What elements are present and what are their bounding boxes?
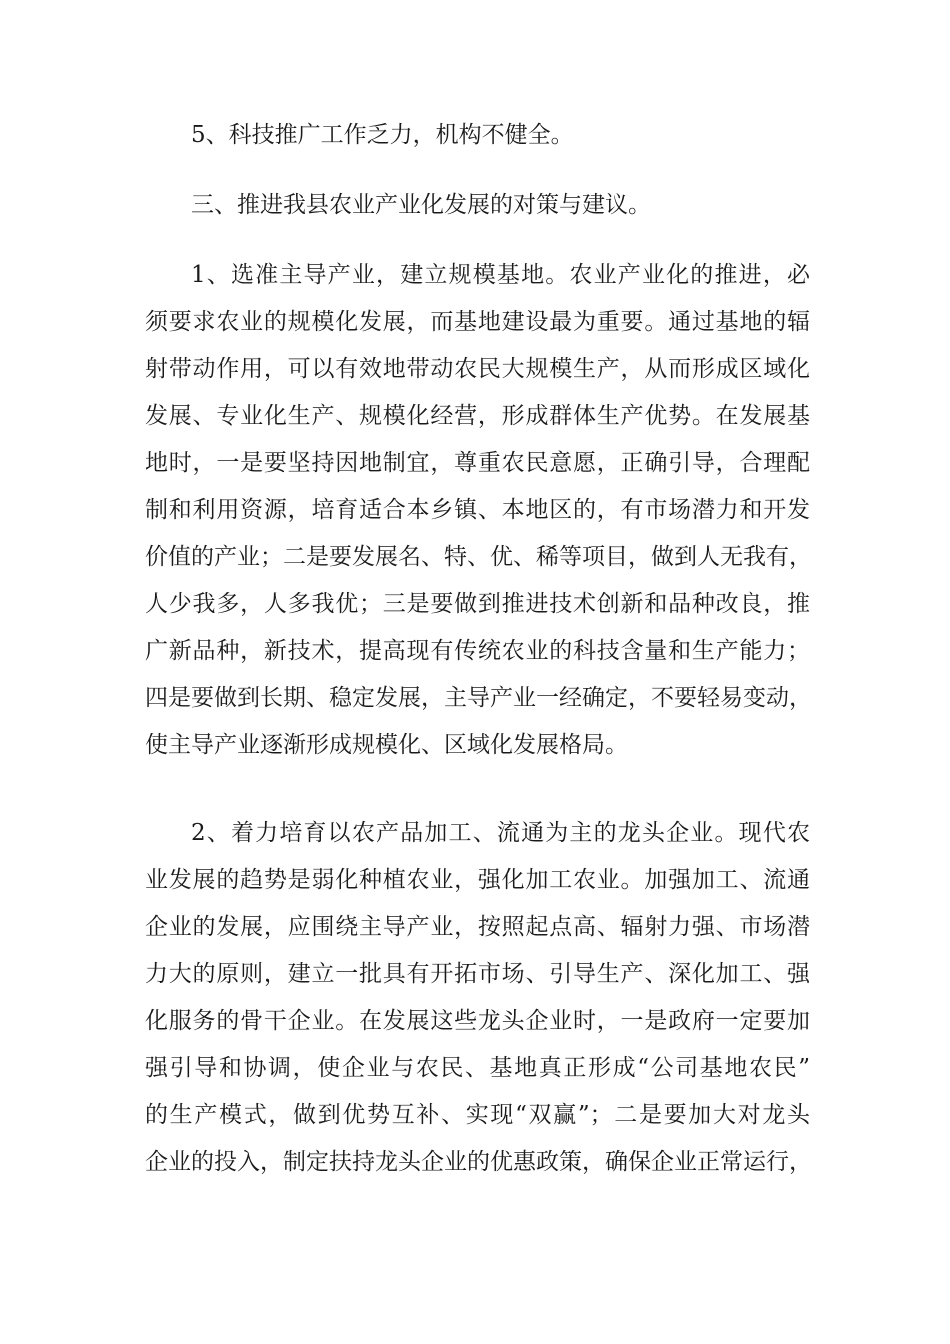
text-line: 广新品种，新技术，提高现有传统农业的科技含量和生产能力；	[145, 638, 810, 664]
paragraph-point-2	[145, 810, 810, 1186]
text-line: 制和利用资源，培育适合本乡镇、本地区的，有市场潜力和开发	[145, 497, 810, 523]
text-line: 发展、专业化生产、规模化经营，形成群体生产优势。在发展基	[145, 403, 810, 429]
text-line: 力大的原则，建立一批具有开拓市场、引导生产、深化加工、强	[145, 961, 810, 987]
text-line: 化服务的骨干企业。在发展这些龙头企业时，一是政府一定要加	[145, 1008, 810, 1034]
text-line: 须要求农业的规模化发展，而基地建设最为重要。通过基地的辐	[145, 309, 810, 335]
text-line: 1、选准主导产业，建立规模基地。农业产业化的推进，必	[191, 262, 810, 288]
text-line: 的生产模式，做到优势互补、实现“双赢”；二是要加大对龙头	[145, 1102, 810, 1128]
text-line: 5、科技推广工作乏力，机构不健全。	[191, 122, 574, 148]
text-line: 业发展的趋势是弱化种植农业，强化加工农业。加强加工、流通	[145, 867, 810, 893]
paragraph-item-5	[145, 112, 810, 159]
text-line: 人少我多，人多我优；三是要做到推进技术创新和品种改良，推	[145, 591, 810, 617]
text-line: 强引导和协调，使企业与农民、基地真正形成“公司基地农民”	[145, 1055, 810, 1081]
text-line: 地时，一是要坚持因地制宜，尊重农民意愿，正确引导，合理配	[145, 450, 810, 476]
text-line: 企业的发展，应围绕主导产业，按照起点高、辐射力强、市场潜	[145, 914, 810, 940]
section-heading-3	[145, 182, 810, 229]
text-line: 四是要做到长期、稳定发展，主导产业一经确定，不要轻易变动，	[145, 685, 812, 711]
text-line: 价值的产业；二是要发展名、特、优、稀等项目，做到人无我有，	[145, 544, 812, 570]
text-line: 三、推进我县农业产业化发展的对策与建议。	[191, 192, 651, 218]
text-line: 使主导产业逐渐形成规模化、区域化发展格局。	[145, 732, 628, 758]
text-line: 射带动作用，可以有效地带动农民大规模生产，从而形成区域化	[145, 356, 810, 382]
text-line: 2、着力培育以农产品加工、流通为主的龙头企业。现代农	[191, 820, 810, 846]
text-line: 企业的投入，制定扶持龙头企业的优惠政策，确保企业正常运行，	[145, 1149, 812, 1175]
paragraph-point-1	[145, 252, 810, 769]
